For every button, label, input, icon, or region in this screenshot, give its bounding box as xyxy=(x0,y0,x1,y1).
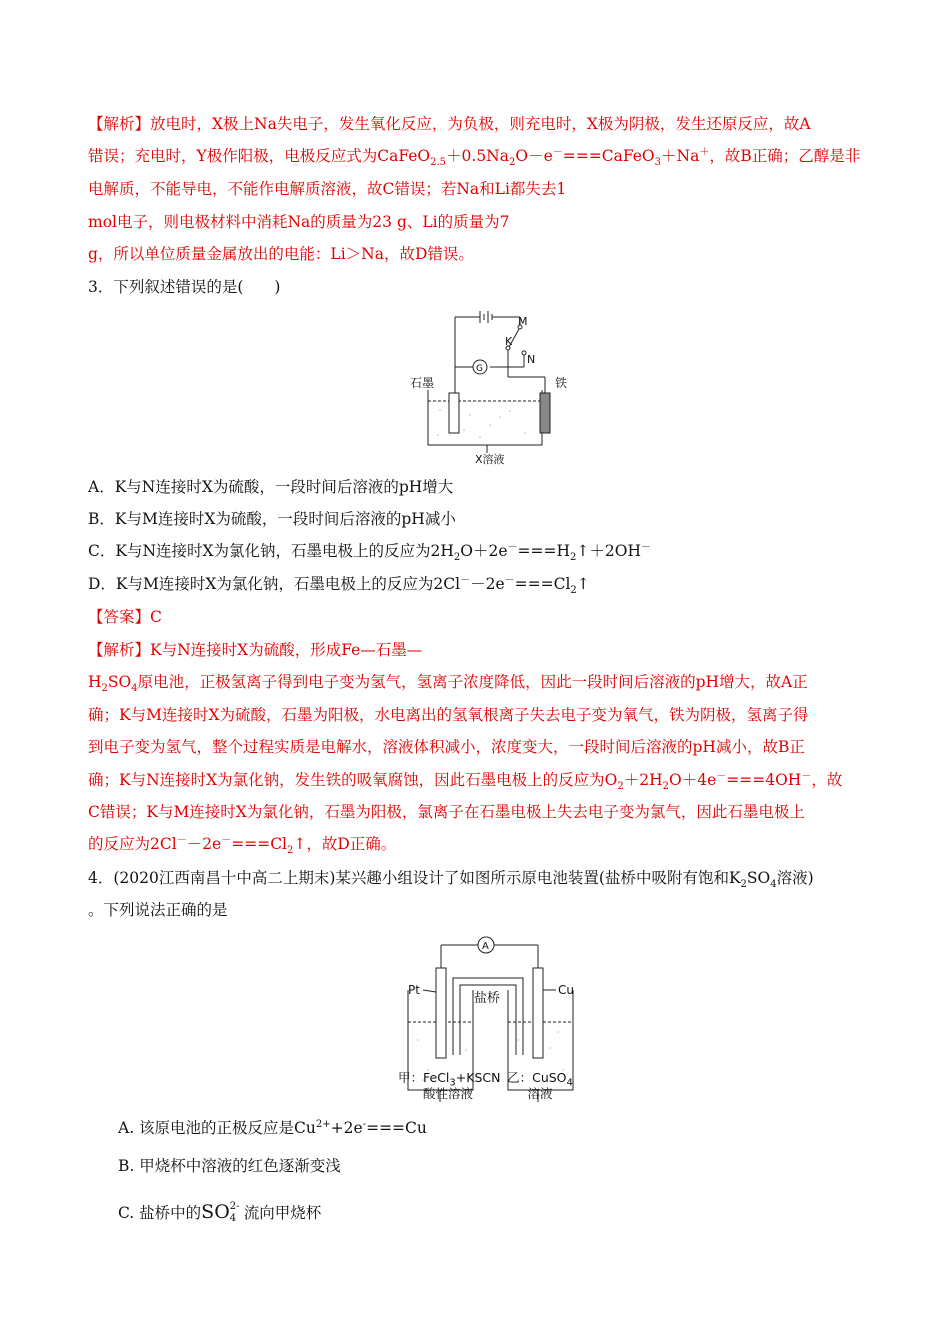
label-K: K xyxy=(505,335,513,348)
label-M: M xyxy=(518,315,528,328)
q3-analysis-line-2: $H_2SO_4$原电池，正极氢离子得到电子变为氢气，氢离子浓度降低，因此一段时间后溶液的pH增大，故A正 xyxy=(88,673,808,695)
q3-analysis-line-6: C错误；K与M连接时X为氯化钠，石墨为阳极，氯离子在石墨电极上失去电子变为氯气，因此石墨电极上 xyxy=(88,803,805,821)
q3-option-b: B．K与M连接时X为硫酸，一段时间后溶液的pH减小 xyxy=(88,510,456,528)
label-graphite: 石墨 xyxy=(410,376,435,390)
label-ammeter: A xyxy=(482,941,489,952)
q4-stem-line-1: 4．(2020江西南昌十中高二上期末)某兴趣小组设计了如图所示原电池装置(盐桥中吸附有饱和$K_2SO_4$溶液) xyxy=(88,869,814,891)
q3-analysis-line-3: 确；K与M连接时X为硫酸，石墨为阳极，水电离出的氢氧根离子失去电子变为氧气，铁为阴极，氢离子得 xyxy=(88,706,809,724)
pt-electrode xyxy=(436,968,446,1058)
label-G: G xyxy=(476,364,483,374)
label-x-solution: X溶液 xyxy=(475,453,505,466)
graphite-electrode xyxy=(449,393,459,433)
iron-electrode xyxy=(540,393,550,433)
analysis-tag: 【解析】 xyxy=(88,115,151,133)
q4-option-c: C. 盐桥中的SO 2- 4 流向甲烧杯 xyxy=(118,1201,322,1224)
q3-analysis-line-4: 到电子变为氢气，整个过程实质是电解水，溶液体积减小，浓度变大，一段时间后溶液的pH减小，故B正 xyxy=(88,738,805,756)
q4-caption-yi: 乙：CuSO$_4$ 溶液 xyxy=(507,1070,573,1101)
q2-analysis-line-3: 电解质，不能导电，不能作电解质溶液，故C错误；若Na和Li都失去1 xyxy=(88,180,567,198)
q3-electrolysis-figure xyxy=(400,305,575,470)
q3-option-c: C．K与N连接时X为氯化钠，石墨电极上的反应为$2H_2O+2e^-===H_2↑+2OH^-$ xyxy=(88,541,651,564)
label-salt-bridge: 盐桥 xyxy=(474,991,501,1006)
q2-analysis-line-2: 错误；充电时，Y极作阳极，电极反应式为$CaFeO_{2.5}+0.5Na_2O-e^-===CaFeO_3+Na^+$，故B正确；乙醇是非 xyxy=(88,146,861,169)
q2-analysis-line-5: g，所以单位质量金属放出的电能：Li＞Na，故D错误。 xyxy=(88,245,474,263)
q2-analysis-line-1: 【解析】放电时，X极上Na失电子，发生氧化反应，为负极，则充电时，X极为阴极，发生还原反应，故A xyxy=(88,115,811,133)
label-pt: Pt xyxy=(408,983,420,997)
salt-bridge xyxy=(453,978,523,1055)
q4-option-b: B. 甲烧杯中溶液的红色逐渐变浅 xyxy=(118,1157,341,1175)
q3-answer: 【答案】C xyxy=(88,608,162,626)
cu-electrode xyxy=(533,968,543,1058)
label-N: N xyxy=(527,353,536,366)
q3-option-a: A．K与N连接时X为硫酸，一段时间后溶液的pH增大 xyxy=(88,478,454,496)
q3-option-d: D．K与M连接时X为氯化钠，石墨电极上的反应为$2Cl^--2e^-===Cl_2↑$ xyxy=(88,574,590,597)
q2-analysis-line-4: mol电子，则电极材料中消耗Na的质量为23 g、Li的质量为7 xyxy=(88,213,510,231)
q4-stem-line-2: 。下列说法正确的是 xyxy=(88,901,228,919)
q3-stem: 3．下列叙述错误的是( ) xyxy=(88,278,281,296)
label-cu: Cu xyxy=(558,983,574,997)
q3-analysis-line-1: 【解析】K与N连接时X为硫酸，形成Fe—石墨— xyxy=(88,641,423,659)
label-iron: 铁 xyxy=(555,376,568,390)
q3-analysis-line-5: 确；K与N连接时X为氯化钠，发生铁的吸氧腐蚀，因此石墨电极上的反应为$O_2+2H_2O+4e^-===4OH^-$，故 xyxy=(88,770,843,793)
q4-caption-jia: 甲：FeCl$_3$+KSCN 酸性溶液 xyxy=(398,1070,501,1101)
q4-option-a: A. 该原电池的正极反应是$Cu^{2+}+2e^-===Cu$ xyxy=(118,1118,427,1137)
q3-analysis-line-7: 的反应为$2Cl^--2e^-===Cl_2↑$，故D正确。 xyxy=(88,834,397,857)
